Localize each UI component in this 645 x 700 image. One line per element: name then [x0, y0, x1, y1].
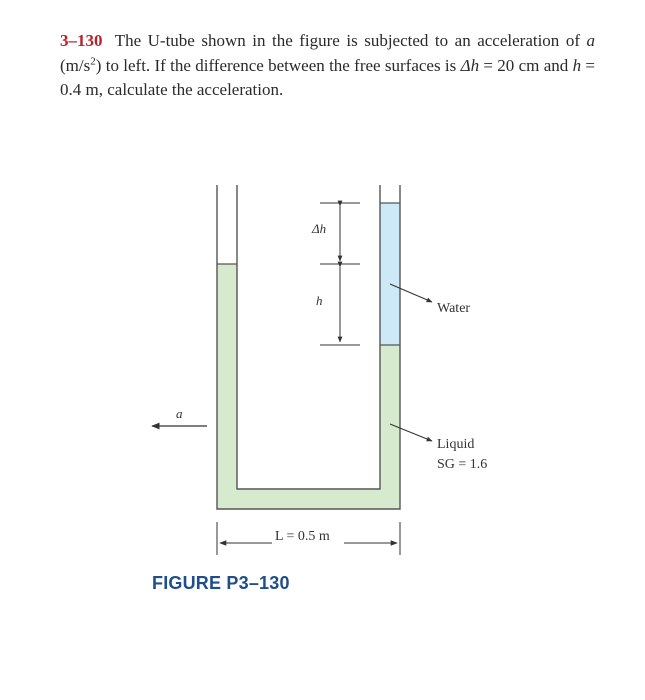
value-h: = 0.4 m, calculate the acceleration. — [60, 55, 596, 99]
label-sg: SG = 1.6 — [437, 457, 488, 472]
value-delta-h: = 20 cm and — [479, 55, 573, 75]
problem-text-part1: The U-tube shown in the figure is subjected to an acceleration of — [114, 31, 587, 50]
variable-a: a — [586, 31, 595, 50]
water-fill — [380, 203, 400, 345]
label-length: L = 0.5 m — [275, 529, 330, 544]
figure-caption: FIGURE P3–130 — [152, 573, 290, 593]
label-delta-h: Δh — [312, 221, 327, 236]
unit-open: (m/s — [60, 55, 91, 75]
variable-h: h — [572, 55, 582, 75]
tube-walls — [217, 185, 400, 509]
unit-exponent: 2 — [90, 54, 96, 67]
problem-number: 3–130 — [60, 31, 103, 50]
unit-close: ) to left. If the difference between the free surfaces is — [95, 55, 461, 75]
label-acceleration: a — [176, 406, 183, 421]
dimension-h — [320, 267, 360, 345]
variable-delta-h: Δh — [460, 55, 480, 75]
label-water: Water — [437, 301, 471, 316]
label-liquid: Liquid — [437, 437, 475, 452]
liquid-fill — [217, 264, 400, 509]
label-h: h — [316, 293, 323, 308]
